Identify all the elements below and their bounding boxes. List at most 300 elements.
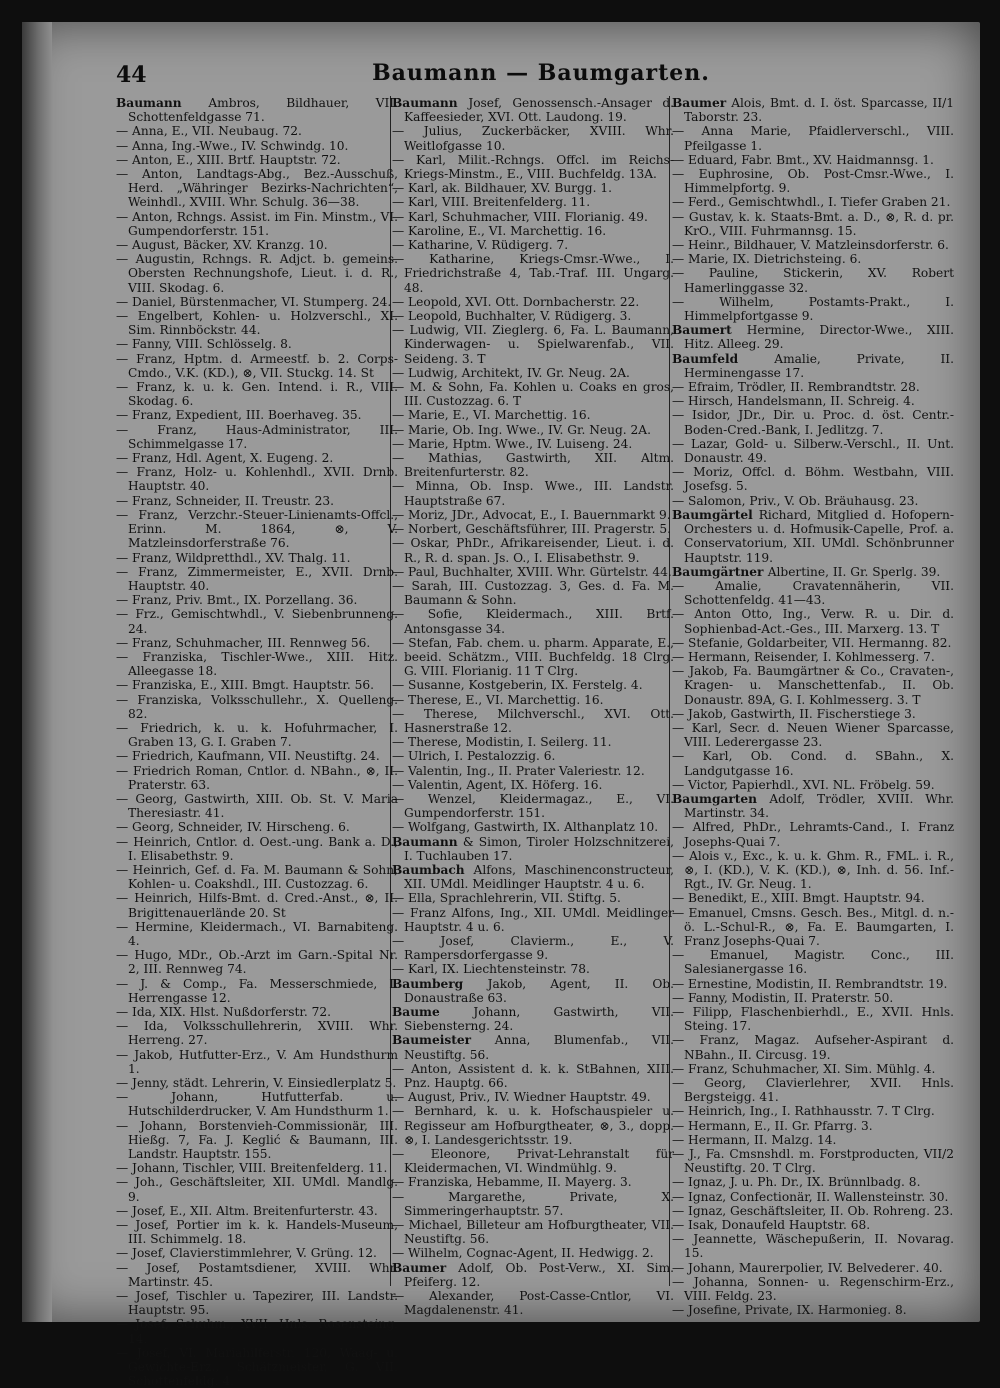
- directory-entry: [116, 153, 398, 167]
- entry-surname: Baumann: [392, 834, 463, 849]
- entry-text: — Ludwig, Architekt, IV. Gr. Neug. 2A.: [392, 365, 630, 380]
- entry-text: — Franz, Verzchr.-Steuer-Linienamts-Offcl., Erinn. M. 1864, ⊗, V. Matzleinsdorferstraße 76.: [116, 507, 398, 551]
- directory-column-3: [672, 96, 954, 1318]
- directory-entry: [672, 792, 954, 820]
- directory-entry: [392, 1147, 674, 1175]
- entry-text: — Franz, Hptm. d. Armeestf. b. 2. Corps-Cmdo., V.K. (KD.), ⊗, VII. Stuckg. 14. St: [116, 351, 398, 380]
- directory-entry: [392, 707, 674, 735]
- directory-entry: [672, 650, 954, 664]
- directory-entry: [672, 266, 954, 294]
- directory-entry: [392, 1261, 674, 1289]
- entry-text: — Heinrich, Ing., I. Rathhausstr. 7. T Clrg.: [672, 1104, 935, 1119]
- directory-entry: [672, 977, 954, 991]
- directory-entry: [116, 1048, 398, 1076]
- entry-text: — Benedikt, E., XIII. Bmgt. Hauptstr. 94.: [672, 891, 925, 906]
- entry-text: — Victor, Papierhdl., XVI. NL. Fröbelg. 59.: [672, 777, 935, 792]
- entry-text: — Heinrich, Gef. d. Fa. M. Baumann & Sohn, Kohlen- u. Coakshdl., III. Custozzag. 6.: [116, 862, 398, 892]
- directory-entry: [392, 863, 674, 891]
- entry-text: — Margarethe, Private, X. Simmeringerhauptstr. 57.: [392, 1189, 674, 1218]
- directory-entry: [672, 1133, 954, 1147]
- entry-text: — Eduard, Fabr. Bmt., XV. Haidmannsg. 1.: [672, 152, 934, 167]
- directory-entry: [116, 1246, 398, 1260]
- entry-text: — Hermann, Reisender, I. Kohlmesserg. 7.: [672, 649, 935, 664]
- entry-text: — Johann, Tischler, VIII. Breitenfelderg. 11.: [116, 1161, 388, 1176]
- entry-text: — Josef, Postamtsdiener, XVIII. Whr. Martinstr. 45.: [116, 1260, 398, 1289]
- directory-entry: [116, 252, 398, 295]
- entry-text: — Susanne, Kostgeberin, IX. Ferstelg. 4.: [392, 678, 643, 693]
- entry-text: — Josef, Clavierm., E., V. Rampersdorfergasse 9.: [392, 933, 674, 963]
- directory-entry: [672, 1033, 954, 1061]
- entry-text: — August, Priv., IV. Wiedner Hauptstr. 49.: [392, 1090, 651, 1105]
- directory-entry: [392, 366, 674, 380]
- entry-text: — Alois v., Exc., k. u. k. Ghm. R., FML. i. R., ⊗, I. (KD.), V. K. (KD.), ⊗, Inh. d. 56. Inf.-Rgt., IV. Gr. Neug. 1.: [672, 848, 954, 892]
- directory-entry: [392, 934, 674, 962]
- entry-text: — Marie, E., VI. Marchettig. 16.: [392, 408, 591, 423]
- entry-text: Adolf, Trödler, XVIII. Whr. Martinstr. 34.: [684, 791, 954, 821]
- entry-text: — Therese, Modistin, I. Seilerg. 11.: [392, 735, 612, 750]
- entry-text: — Norbert, Geschäftsführer, III. Pragerstr. 5.: [392, 522, 672, 537]
- directory-entry: [116, 1218, 398, 1246]
- directory-entry: [392, 238, 674, 252]
- directory-entry: [116, 693, 398, 721]
- entry-text: — Franz, Schuhmacher, III. Rennweg 56.: [116, 635, 371, 650]
- entry-text: — Fanny, VIII. Schlösselg. 8.: [116, 337, 292, 352]
- directory-entry: [392, 1190, 674, 1218]
- directory-entry: [392, 1246, 674, 1260]
- entry-surname: Baumann: [392, 96, 469, 110]
- entry-text: — Karoline, E., VI. Marchettig. 16.: [392, 223, 607, 238]
- directory-entry: [672, 96, 954, 124]
- entry-text: — Anton, Assistent d. k. k. StBahnen, XIII. Pnz. Hauptg. 66.: [392, 1061, 674, 1091]
- entry-text: — Georg, Gastwirth, XIII. Ob. St. V. Maria Theresiastr. 41.: [116, 791, 398, 821]
- entry-text: — Josef, VI. Mariahilferstr. 120, Waag- u. Gewichte-Erz., Schätzmeister, G. VII. Schottenfeldg. 4.: [116, 1345, 398, 1388]
- directory-entry: [116, 337, 398, 351]
- directory-entry: [116, 863, 398, 891]
- directory-entry: [116, 1204, 398, 1218]
- directory-entry: [116, 295, 398, 309]
- entry-text: — Katharine, Kriegs-Cmsr.-Wwe., I. Friedrichstraße 4, Tab.-Traf. III. Ungarg. 48.: [392, 252, 674, 295]
- directory-entry: [116, 508, 398, 551]
- entry-text: — Wilhelm, Cognac-Agent, II. Hedwigg. 2.: [392, 1246, 654, 1261]
- directory-entry: [116, 238, 398, 252]
- entry-text: Ambros, Bildhauer, VII. Schottenfeldgasse 71.: [128, 96, 398, 125]
- entry-text: — Eleonore, Privat-Lehranstalt für Kleidermachen, VI. Windmühlg. 9.: [392, 1147, 674, 1176]
- directory-entry: [672, 579, 954, 607]
- directory-entry: [116, 494, 398, 508]
- entry-text: — Johann, Borstenvieh-Commissionär, III. Hießg. 7, Fa. J. Keglić & Baumann, III. Landstr. Hauptstr. 155.: [116, 1118, 398, 1162]
- directory-entry: [116, 678, 398, 692]
- entry-text: — Fanny, Modistin, II. Praterstr. 50.: [672, 990, 894, 1005]
- entry-text: — Josef, Clavierstimmlehrer, V. Grüng. 12.: [116, 1246, 377, 1261]
- entry-text: — Frz., Gemischtwhdl., V. Siebenbrunneng. 24.: [116, 607, 398, 636]
- entry-text: — Ella, Sprachlehrerin, VII. Stiftg. 5.: [392, 891, 621, 906]
- entry-text: — Johann, Maurerpolier, IV. Belvederег. 40.: [672, 1260, 943, 1275]
- entry-text: — Georg, Clavierlehrer, XVII. Hnls. Bergsteigg. 41.: [672, 1076, 954, 1105]
- entry-text: — Marie, Hptm. Wwe., IV. Luiseng. 24.: [392, 436, 633, 451]
- directory-entry: [672, 252, 954, 266]
- entry-text: — Anna, E., VII. Neubaug. 72.: [116, 124, 302, 139]
- directory-entry: [116, 1317, 398, 1345]
- directory-entry: [392, 1062, 674, 1090]
- directory-entry: [116, 1019, 398, 1047]
- directory-entry: [116, 764, 398, 792]
- directory-entry: [672, 1275, 954, 1303]
- entry-text: — Hugo, MDr., Ob.-Arzt im Garn.-Spital Nr. 2, III. Rennweg 74.: [116, 948, 398, 977]
- directory-entry: [672, 849, 954, 892]
- entry-text: — J., Fa. Cmsnshdl. m. Forstproducten, VII/2 Neustiftg. 20. T Clrg.: [672, 1147, 954, 1176]
- entry-text: — Karl, Schuhmacher, VIII. Florianig. 49.: [392, 209, 648, 224]
- entry-text: — Hermann, II. Malzg. 14.: [672, 1132, 837, 1147]
- entry-surname: Baumgärtel: [672, 507, 759, 522]
- entry-text: — Johann, Hutfutterfab. u. Hutschilderdrucker, V. Am Hundsthurm 1.: [116, 1090, 398, 1119]
- directory-entry: [392, 735, 674, 749]
- directory-entry: [672, 1218, 954, 1232]
- directory-entry: [672, 721, 954, 749]
- entry-text: — Moriz, Offcl. d. Böhm. Westbahn, VIII. Josefsg. 5.: [672, 465, 954, 494]
- directory-entry: [672, 380, 954, 394]
- entry-text: & Simon, Tiroler Holzschnitzerei, I. Tuchlauben 17.: [404, 834, 674, 863]
- directory-entry: [116, 948, 398, 976]
- entry-surname: Baumbach: [392, 862, 474, 877]
- directory-entry: [672, 1303, 954, 1317]
- directory-entry: [672, 636, 954, 650]
- entry-text: — Franziska, Hebamme, II. Mayerg. 3.: [392, 1175, 632, 1190]
- entry-text: Richard, Mitglied d. Hofopern-Orchesters u. d. Hofmusik-Capelle, Prof. a. Conservatorium, XII. UMdl. Schönbrunner Hauptstr. 119.: [684, 507, 954, 565]
- directory-entry: [672, 1175, 954, 1189]
- directory-entry: [116, 1090, 398, 1118]
- directory-entry: [672, 1062, 954, 1076]
- entry-text: Albertine, II. Gr. Sperlg. 39.: [767, 564, 941, 579]
- entry-text: — Gustav, k. k. Staats-Bmt. a. D., ⊗, R. d. pr. KrO., VIII. Fuhrmannsg. 15.: [672, 209, 954, 238]
- entry-text: — Anton, Landtags-Abg., Bez.-Ausschuß, Herd. „Währinger Bezirks-Nachrichten“, Weinhdl., XVIII. Whr. Schulg. 36—38.: [116, 167, 398, 210]
- entry-text: — Karl, Milit.-Rchngs. Offcl. im Reichs-Kriegs-Minstm., E., VIII. Buchfeldg. 13A.: [392, 152, 674, 182]
- directory-entry: [392, 749, 674, 763]
- entry-text: — Jeannette, Wäschepußerin, II. Novarag. 15.: [672, 1232, 954, 1261]
- entry-surname: Baumeister: [392, 1033, 495, 1048]
- entry-text: — Ignaz, Confectionär, II. Wallensteinstr. 30.: [672, 1189, 949, 1204]
- entry-text: — Josef, Tischler u. Tapezirer, III. Landstr. Hauptstr. 95.: [116, 1289, 398, 1318]
- directory-entry: [672, 238, 954, 252]
- directory-entry: [392, 479, 674, 507]
- directory-entry: [392, 224, 674, 238]
- directory-entry: [672, 1076, 954, 1104]
- entry-text: — Isidor, JDr., Dir. u. Proc. d. öst. Centr.-Boden-Cred.-Bank, I. Jedlitzg. 7.: [672, 408, 954, 437]
- directory-entry: [672, 195, 954, 209]
- entry-text: — Paul, Buchhalter, XVIII. Whr. Gürtelstr. 44.: [392, 564, 672, 579]
- entry-text: — Franz, k. u. k. Gen. Intend. i. R., VIII. Skodag. 6.: [116, 380, 398, 409]
- entry-text: — Joh., Geschäftsleiter, XII. UMdl. Mandlg. 9.: [116, 1175, 398, 1204]
- entry-text: — Mathias, Gastwirth, XII. Altm. Breitenfurterstr. 82.: [392, 451, 674, 480]
- directory-entry: [392, 380, 674, 408]
- entry-text: — Filipp, Flaschenbierhdl., E., XVII. Hnls. Steing. 17.: [672, 1005, 954, 1034]
- directory-entry: [672, 465, 954, 493]
- entry-surname: Baumert: [672, 323, 747, 338]
- directory-entry: [116, 820, 398, 834]
- entry-text: — Ida, XIX. Hlst. Nußdorferstr. 72.: [116, 1005, 331, 1019]
- entry-text: — Amalie, Cravatennäherin, VII. Schottenfeldg. 41—43.: [672, 578, 954, 608]
- directory-entry: [116, 593, 398, 607]
- directory-entry: [392, 210, 674, 224]
- entry-text: — Franz Alfons, Ing., XII. UMdl. Meidlinger Hauptstr. 4 u. 6.: [392, 905, 674, 934]
- entry-text: — Michael, Billeteur am Hofburgtheater, VII. Neustiftg. 56.: [392, 1218, 674, 1247]
- directory-entry: [672, 295, 954, 323]
- book-spine-shadow: [22, 22, 52, 1322]
- directory-entry: [116, 1161, 398, 1175]
- entry-text: — Wolfgang, Gastwirth, IX. Althanplatz 10.: [392, 820, 659, 835]
- entry-text: — Emanuel, Magistr. Conc., III. Salesianergasse 16.: [672, 948, 954, 977]
- directory-entry: [392, 96, 674, 124]
- entry-text: — Karl, ak. Bildhauer, XV. Burgg. 1.: [392, 181, 612, 196]
- entry-text: — Emanuel, Cmsns. Gesch. Bes., Mitgl. d. n.-ö. L.-Schul-R., ⊗, Fa. E. Baumgarten, I. Franz Josephs-Quai 7.: [672, 905, 954, 948]
- directory-entry: [672, 210, 954, 238]
- directory-entry: [672, 891, 954, 905]
- entry-text: — Anna Marie, Pfaidlerverschl., VIII. Pfeilgasse 1.: [672, 124, 954, 153]
- entry-text: — Friedrich Roman, Cntlor. d. NBahn., ⊗, II. Praterstr. 63.: [116, 763, 398, 792]
- directory-entry: [392, 522, 674, 536]
- entry-text: — Daniel, Bürstenmacher, VI. Stumperg. 24.: [116, 294, 392, 309]
- directory-entry: [116, 891, 398, 919]
- entry-text: — Marie, Ob. Ing. Wwe., IV. Gr. Neug. 2A.: [392, 422, 651, 437]
- entry-text: — Karl, Ob. Cond. d. SBahn., X. Landgutgasse 16.: [672, 749, 954, 778]
- entry-text: — Friedrich, k. u. k. Hofuhrmacher, I. Graben 13, G. I. Graben 7.: [116, 720, 398, 750]
- entry-text: Josef, Genossensch.-Ansager d. Kaffeesieder, XVI. Ott. Laudong. 19.: [404, 96, 674, 125]
- directory-entry: [116, 167, 398, 210]
- entry-text: — Friedrich, Kaufmann, VII. Neustiftg. 24.: [116, 749, 380, 764]
- entry-text: — Salomon, Priv., V. Ob. Bräuhausg. 23.: [672, 493, 919, 508]
- directory-entry: [392, 195, 674, 209]
- entry-text: — Ernestine, Modistin, II. Rembrandtstr. 19.: [672, 976, 948, 991]
- entry-text: — Karl, IX. Liechtensteinstr. 78.: [392, 962, 590, 977]
- directory-entry: [392, 536, 674, 564]
- directory-entry: [392, 891, 674, 905]
- directory-entry: [392, 451, 674, 479]
- directory-entry: [116, 1261, 398, 1289]
- directory-entry: [392, 977, 674, 1005]
- entry-text: — Katharine, V. Rüdigerg. 7.: [392, 238, 569, 253]
- directory-entry: [392, 508, 674, 522]
- directory-entry: [672, 153, 954, 167]
- directory-entry: [672, 508, 954, 565]
- directory-entry: [392, 778, 674, 792]
- entry-text: — Karl, VIII. Breitenfelderg. 11.: [392, 195, 591, 210]
- entry-text: — Leopold, XVI. Ott. Dornbacherstr. 22.: [392, 294, 640, 309]
- directory-entry: [392, 423, 674, 437]
- directory-entry: [672, 820, 954, 848]
- entry-text: — M. & Sohn, Fa. Kohlen u. Coaks en gros, III. Custozzag. 6. T: [392, 380, 674, 409]
- entry-text: — Alexander, Post-Casse-Cntlor, VI. Magdalenenstr. 41.: [392, 1289, 674, 1318]
- entry-text: — Georg, Schneider, IV. Hirscheng. 6.: [116, 820, 350, 835]
- directory-entry: [392, 124, 674, 152]
- entry-text: — Isak, Donaufeld Hauptstr. 68.: [672, 1218, 871, 1233]
- directory-entry: [116, 380, 398, 408]
- directory-entry: [392, 693, 674, 707]
- entry-text: — Franz, Wildpretthdl., XV. Thalg. 11.: [116, 550, 351, 565]
- entry-text: — Therese, E., VI. Marchettig. 16.: [392, 692, 604, 707]
- directory-entry: [672, 1232, 954, 1260]
- directory-entry: [116, 721, 398, 749]
- directory-entry: [392, 153, 674, 181]
- entry-text: — Hirsch, Handelsmann, II. Schreig. 4.: [672, 394, 915, 409]
- entry-text: — Minna, Ob. Insp. Wwe., III. Landstr. Hauptstraße 67.: [392, 479, 674, 508]
- entry-text: — J. & Comp., Fa. Messerschmiede, I. Herrengasse 12.: [116, 976, 398, 1005]
- directory-entry: [672, 1005, 954, 1033]
- directory-entry: [392, 252, 674, 295]
- entry-text: — Augustin, Rchngs. R. Adjct. b. gemeins. Obersten Rechnungshofe, Lieut. i. d. R., VIII. Skodag. 6.: [116, 252, 398, 295]
- entry-text: Anna, Blumenfab., VII. Neustiftg. 56.: [404, 1033, 674, 1062]
- entry-text: — Pauline, Stickerin, XV. Robert Hamerlinggasse 32.: [672, 266, 954, 295]
- directory-entry: [672, 1261, 954, 1275]
- entry-text: — Ignaz, Geschäftsleiter, II. Ob. Rohreng. 23.: [672, 1203, 954, 1218]
- entry-surname: Baumfeld: [672, 351, 775, 366]
- entry-text: Johann, Gastwirth, VII. Siebensterng. 24.: [404, 1005, 674, 1034]
- entry-text: — Franz, Haus-Administrator, III. Schimmelgasse 17.: [116, 422, 398, 451]
- directory-entry: [672, 1119, 954, 1133]
- entry-text: Jakob, Agent, II. Ob. Donaustraße 63.: [404, 976, 675, 1005]
- directory-entry: [672, 664, 954, 707]
- entry-text: Amalie, Private, II. Herminengasse 17.: [684, 351, 954, 380]
- entry-text: — Valentin, Agent, IX. Höferg. 16.: [392, 777, 603, 792]
- entry-text: — Jakob, Fa. Baumgärtner & Co., Cravaten-, Kragen- u. Manschettenfab., II. Ob. Donaustr. 89A, G. I. Kohlmesserg. 3. T: [672, 664, 954, 707]
- directory-entry: [672, 167, 954, 195]
- entry-text: Hermine, Director-Wwe., XIII. Hitz. Alleeg. 29.: [684, 323, 954, 352]
- entry-text: — Franz, Priv. Bmt., IX. Porzellang. 36.: [116, 593, 358, 608]
- directory-entry: [672, 437, 954, 465]
- entry-text: — Anna, Ing.-Wwe., IV. Schwindg. 10.: [116, 138, 349, 153]
- entry-text: — Marie, IX. Dietrichsteing. 6.: [672, 252, 862, 267]
- entry-text: — Leopold, Buchhalter, V. Rüdigerg. 3.: [392, 309, 632, 324]
- entry-text: — Heinrich, Cntlor. d. Oest.-ung. Bank a. D., I. Elisabethstr. 9.: [116, 834, 398, 863]
- entry-text: — Franz, Holz- u. Kohlenhdl., XVII. Drnb. Hauptstr. 40.: [116, 465, 398, 494]
- directory-entry: [116, 408, 398, 422]
- entry-text: — August, Bäcker, XV. Kranzg. 10.: [116, 238, 328, 253]
- entry-text: — Stefan, Fab. chem. u. pharm. Apparate, E., beeid. Schätzm., VIII. Buchfeldg. 18 Clrg. G. VIII. Florianig. 11 T Clrg.: [392, 635, 674, 679]
- directory-entry: [392, 295, 674, 309]
- directory-entry: [672, 607, 954, 635]
- directory-entry: [672, 707, 954, 721]
- entry-text: — Franz, Hdl. Agent, X. Eugeng. 2.: [116, 451, 334, 466]
- directory-entry: [392, 764, 674, 778]
- entry-text: — Hermann, E., II. Gr. Pfarrg. 3.: [672, 1118, 873, 1133]
- directory-entry: [116, 749, 398, 763]
- directory-entry: [392, 408, 674, 422]
- entry-surname: Baumann: [116, 96, 209, 110]
- entry-surname: Baume: [392, 1005, 474, 1019]
- entry-text: — Franz, Zimmermeister, E., XVII. Drnb. Hauptstr. 40.: [116, 564, 398, 593]
- directory-entry: [116, 451, 398, 465]
- directory-entry: [672, 906, 954, 949]
- directory-entry: [392, 323, 674, 366]
- directory-page: [22, 22, 980, 1388]
- directory-entry: [672, 1104, 954, 1118]
- directory-entry: [392, 579, 674, 607]
- directory-entry: [392, 1104, 674, 1147]
- directory-entry: [392, 820, 674, 834]
- entry-text: — Jakob, Hutfutter-Erz., V. Am Hundsthurm 1.: [116, 1047, 398, 1076]
- directory-entry: [672, 1204, 954, 1218]
- entry-text: — Efraim, Trödler, II. Rembrandtstr. 28.: [672, 380, 920, 395]
- directory-column-2: [392, 96, 675, 1318]
- entry-text: — Julius, Zuckerbäcker, XVIII. Whr. Weitlofgasse 10.: [392, 124, 674, 153]
- entry-text: Alois, Bmt. d. I. öst. Sparcasse, II/1 Taborstr. 23.: [684, 96, 954, 125]
- directory-column-1: [116, 96, 398, 1388]
- directory-entry: [392, 636, 674, 679]
- directory-entry: [672, 1190, 954, 1204]
- entry-text: — Sofie, Kleidermach., XIII. Brtf. Antonsgasse 34.: [392, 607, 674, 636]
- directory-entry: [672, 991, 954, 1005]
- directory-entry: [116, 1119, 398, 1162]
- directory-entry: [392, 835, 674, 863]
- entry-text: — Wilhelm, Postamts-Prakt., I. Himmelpfortgasse 9.: [672, 294, 954, 324]
- directory-entry: [116, 565, 398, 593]
- directory-entry: [116, 210, 398, 238]
- entry-surname: Baumgarten: [672, 791, 770, 806]
- entry-text: — Jakob, Gastwirth, II. Fischerstiege 3.: [672, 706, 916, 721]
- entry-text: — Franz, Schneider, II. Treustr. 23.: [116, 493, 335, 508]
- entry-text: — Therese, Milchverschl., XVI. Ott. Hasnerstraße 12.: [392, 706, 674, 735]
- entry-surname: Baumberg: [392, 976, 488, 991]
- directory-entry: [672, 749, 954, 777]
- entry-text: — Euphrosine, Ob. Post-Cmsr.-Wwe., I. Himmelpfortg. 9.: [672, 167, 954, 196]
- directory-entry: [116, 309, 398, 337]
- entry-text: — Alfred, PhDr., Lehramts-Cand., I. Franz Josephs-Quai 7.: [672, 820, 954, 849]
- directory-entry: [392, 1175, 674, 1189]
- directory-entry: [116, 465, 398, 493]
- entry-text: — Franziska, Tischler-Wwe., XIII. Hitz. Alleegasse 18.: [116, 649, 398, 679]
- directory-entry: [392, 1218, 674, 1246]
- directory-entry: [116, 96, 398, 124]
- directory-entry: [672, 352, 954, 380]
- directory-entry: [116, 1346, 398, 1388]
- directory-entry: [392, 962, 674, 976]
- entry-text: — Karl, Secr. d. Neuen Wiener Sparcasse, VIII. Lederergasse 23.: [672, 720, 954, 750]
- entry-text: — Franz, Magaz. Aufseher-Aspirant d. NBahn., II. Circusg. 19.: [672, 1033, 954, 1062]
- entry-text: — Valentin, Ing., II. Prater Valeriestr. 12.: [392, 763, 645, 778]
- directory-entry: [672, 565, 954, 579]
- entry-text: Adolf, Ob. Post-Verw., XI. Sim. Pfeiferg. 12.: [404, 1260, 674, 1289]
- entry-text: — Anton, Rchngs. Assist. im Fin. Minstm., VI. Gumpendorferstr. 151.: [116, 209, 398, 238]
- directory-entry: [392, 678, 674, 692]
- directory-entry: [672, 408, 954, 436]
- entry-text: — Anton Otto, Ing., Verw. R. u. Dir. d. Sophienbad-Act.-Ges., III. Marxerg. 13. T: [672, 607, 954, 636]
- directory-entry: [672, 494, 954, 508]
- directory-entry: [116, 636, 398, 650]
- entry-text: — Josefine, Private, IX. Harmonieg. 8.: [672, 1303, 907, 1318]
- directory-entry: [392, 1005, 674, 1033]
- entry-text: — Franz, Expedient, III. Boerhaveg. 35.: [116, 408, 362, 423]
- entry-text: — Hermine, Kleidermach., VI. Barnabiteng. 4.: [116, 919, 398, 948]
- entry-text: — Johanna, Sonnen- u. Regenschirm-Erz., VIII. Feldg. 23.: [672, 1274, 954, 1304]
- entry-text: — Sarah, III. Custozzag. 3, Ges. d. Fa. M. Baumann & Sohn.: [392, 578, 674, 608]
- directory-entry: [672, 1147, 954, 1175]
- directory-entry: [116, 1175, 398, 1203]
- directory-entry: [116, 423, 398, 451]
- directory-entry: [392, 1033, 674, 1061]
- directory-entry: [116, 139, 398, 153]
- entry-text: — Lazar, Gold- u. Silberw.-Verschl., II. Unt. Donaustr. 49.: [672, 436, 954, 466]
- entry-text: — Engelbert, Kohlen- u. Holzverschl., XI. Sim. Rinnböckstr. 44.: [116, 309, 398, 338]
- entry-text: — Josef, Portier im k. k. Handels-Museum, III. Schimmelg. 18.: [116, 1218, 398, 1247]
- entry-text: — Stefanie, Goldarbeiter, VII. Hermanng. 82.: [672, 635, 952, 650]
- directory-entry: [392, 181, 674, 195]
- entry-text: — Moriz, JDr., Advocat, E., I. Bauernmarkt 9.: [392, 507, 671, 522]
- entry-text: Alfons, Maschinenconstructeur, XII. UMdl. Meidlinger Hauptstr. 4 u. 6.: [404, 862, 674, 892]
- directory-entry: [116, 607, 398, 635]
- directory-entry: [116, 551, 398, 565]
- directory-entry: [672, 124, 954, 152]
- entry-text: — Josef, E., XII. Altm. Breitenfurterstr. 43.: [116, 1203, 378, 1218]
- entry-text: — Franziska, Volksschullehr., X. Quelleng. 82.: [116, 692, 398, 721]
- directory-entry: [672, 948, 954, 976]
